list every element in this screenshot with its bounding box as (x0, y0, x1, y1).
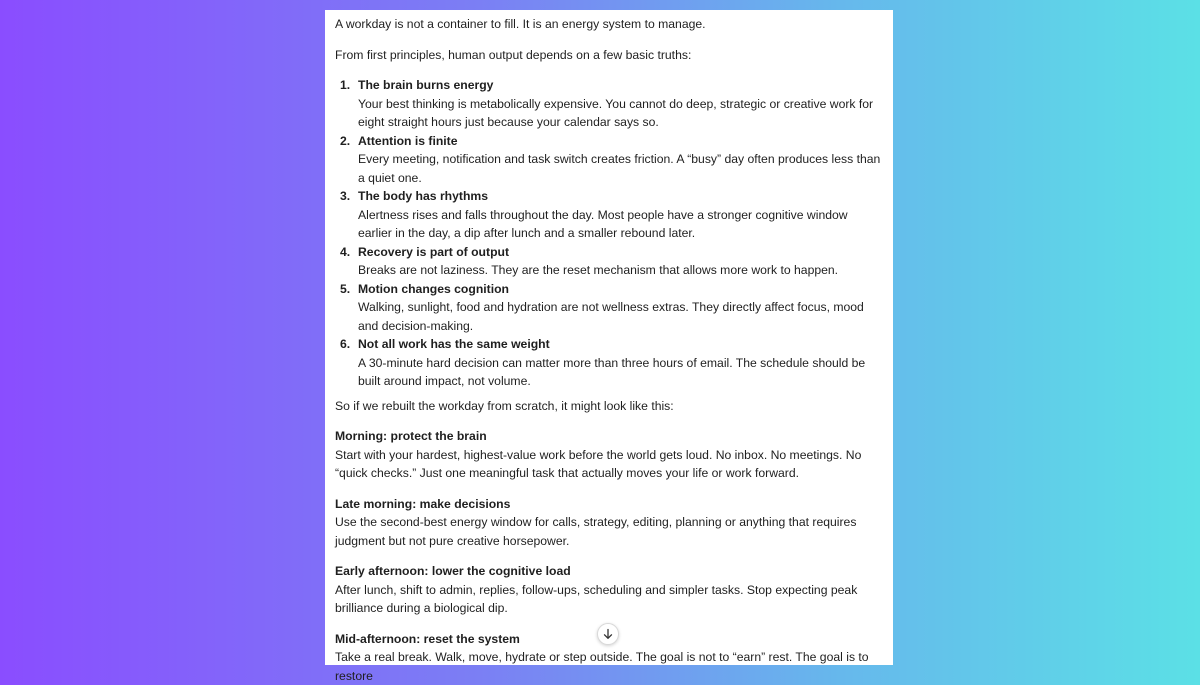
schedule-block (335, 562, 883, 618)
transition-text: So if we rebuilt the workday from scratch, it might look like this: (335, 397, 883, 416)
list-item (335, 76, 883, 132)
schedule-block-title: Late morning: make decisions (335, 495, 883, 514)
list-item-number: 5. (340, 280, 350, 299)
principles-list (335, 76, 883, 391)
list-item-title: Recovery is part of output (358, 243, 883, 262)
list-item-body: Walking, sunlight, food and hydration are not wellness extras. They directly affect focus, mood and decision-making. (358, 298, 883, 335)
list-item-body: Breaks are not laziness. They are the reset mechanism that allows more work to happen. (358, 261, 883, 280)
arrow-down-icon (602, 628, 614, 640)
list-item-number: 4. (340, 243, 350, 262)
list-item (335, 132, 883, 188)
scroll-to-bottom-button[interactable] (597, 623, 619, 645)
schedule-block-title: Morning: protect the brain (335, 427, 883, 446)
list-item (335, 335, 883, 391)
list-item-number: 2. (340, 132, 350, 151)
list-item-number: 6. (340, 335, 350, 354)
intro-line-2: From first principles, human output depends on a few basic truths: (335, 46, 883, 65)
chat-response-panel (325, 10, 893, 665)
list-item (335, 280, 883, 336)
list-item-title: The brain burns energy (358, 76, 883, 95)
schedule-block-body: After lunch, shift to admin, replies, follow-ups, scheduling and simpler tasks. Stop expecting peak brilliance during a biological dip. (335, 581, 883, 618)
list-item-body: A 30-minute hard decision can matter more than three hours of email. The schedule should be built around impact, not volume. (358, 354, 883, 391)
schedule-block (335, 495, 883, 551)
list-item-body: Your best thinking is metabolically expensive. You cannot do deep, strategic or creative work for eight straight hours just because your calendar says so. (358, 95, 883, 132)
list-item-body: Alertness rises and falls throughout the day. Most people have a stronger cognitive window earlier in the day, a dip after lunch and a smaller rebound later. (358, 206, 883, 243)
list-item (335, 187, 883, 243)
schedule-block-title: Early afternoon: lower the cognitive load (335, 562, 883, 581)
list-item-title: Attention is finite (358, 132, 883, 151)
list-item-number: 1. (340, 76, 350, 95)
list-item (335, 243, 883, 280)
schedule-block (335, 427, 883, 483)
list-item-title: Not all work has the same weight (358, 335, 883, 354)
list-item-body: Every meeting, notification and task switch creates friction. A “busy” day often produces less than a quiet one. (358, 150, 883, 187)
list-item-number: 3. (340, 187, 350, 206)
schedule-block-title: Mid-afternoon: reset the system (335, 630, 883, 649)
list-item-title: Motion changes cognition (358, 280, 883, 299)
response-content (335, 15, 883, 685)
schedule-block-body: Use the second-best energy window for calls, strategy, editing, planning or anything that requires judgment but not pure creative horsepower. (335, 513, 883, 550)
list-item-title: The body has rhythms (358, 187, 883, 206)
intro-line-1: A workday is not a container to fill. It is an energy system to manage. (335, 15, 883, 34)
schedule-block-body: Take a real break. Walk, move, hydrate or step outside. The goal is not to “earn” rest. The goal is to restore (335, 648, 883, 685)
schedule-block-body: Start with your hardest, highest-value work before the world gets loud. No inbox. No meetings. No “quick checks.” Just one meaningful task that actually moves your life or work forward. (335, 446, 883, 483)
